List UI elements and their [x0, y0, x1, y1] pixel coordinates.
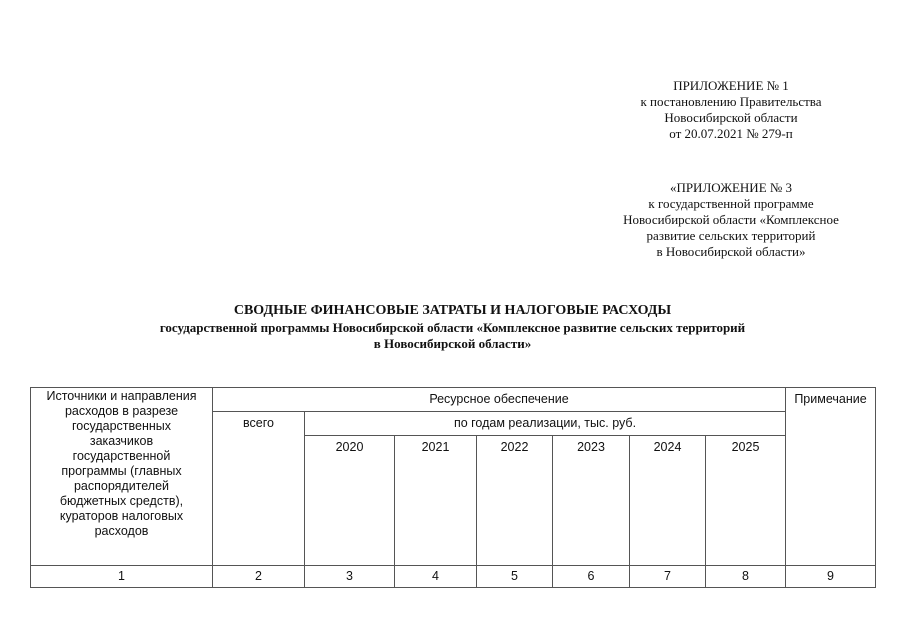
source-header-line: расходов в разрезе	[64, 404, 179, 418]
column-number: 4	[395, 566, 477, 588]
appendix-1-date-number: от 20.07.2021 № 279-п	[669, 126, 793, 141]
note-column-header: Примечание	[786, 388, 876, 566]
year-header-2022: 2022	[477, 436, 553, 566]
source-header-line: Источники и направления	[46, 389, 197, 403]
resource-header: Ресурсное обеспечение	[213, 388, 786, 412]
column-number: 7	[630, 566, 706, 588]
appendix-1-title: ПРИЛОЖЕНИЕ № 1	[673, 78, 789, 93]
document-heading	[0, 302, 905, 352]
appendix-3-line-3: Новосибирской области «Комплексное	[623, 212, 839, 227]
year-header-2020: 2020	[305, 436, 395, 566]
column-number-row	[31, 566, 876, 588]
appendix-1-line-3: Новосибирской области	[664, 110, 798, 125]
document-subtitle-line-2: в Новосибирской области»	[373, 336, 532, 351]
source-column-header	[31, 388, 213, 566]
column-number: 3	[305, 566, 395, 588]
column-number: 1	[31, 566, 213, 588]
source-header-line: расходов	[94, 524, 149, 538]
appendix-1-block	[596, 78, 866, 142]
source-header-line: государственных	[72, 419, 171, 433]
column-number: 9	[786, 566, 876, 588]
source-header-line: распорядителей	[73, 479, 170, 493]
year-header-2021: 2021	[395, 436, 477, 566]
total-column-header: всего	[213, 412, 305, 566]
appendix-3-line-4: развитие сельских территорий	[646, 228, 816, 243]
appendix-3-line-2: к государственной программе	[648, 196, 814, 211]
source-header-line: кураторов налоговых	[59, 509, 184, 523]
source-header-line: заказчиков	[89, 434, 154, 448]
document-title: СВОДНЫЕ ФИНАНСОВЫЕ ЗАТРАТЫ И НАЛОГОВЫЕ РАСХОДЫ	[233, 303, 672, 318]
document-subtitle-line-1: государственной программы Новосибирской области «Комплексное развитие сельских территорий	[159, 320, 746, 335]
column-number: 8	[706, 566, 786, 588]
column-number: 2	[213, 566, 305, 588]
column-number: 5	[477, 566, 553, 588]
appendix-3-block	[586, 180, 876, 260]
financial-costs-table	[30, 387, 876, 588]
years-header: по годам реализации, тыс. руб.	[305, 412, 786, 436]
source-header-line: бюджетных средств),	[59, 494, 184, 508]
source-header-line: государственной	[72, 449, 171, 463]
appendix-3-line-5: в Новосибирской области»	[656, 244, 806, 259]
source-header-line: программы (главных	[61, 464, 182, 478]
appendix-1-line-2: к постановлению Правительства	[640, 94, 822, 109]
column-number: 6	[553, 566, 630, 588]
year-header-2025: 2025	[706, 436, 786, 566]
appendix-3-title: «ПРИЛОЖЕНИЕ № 3	[669, 180, 793, 195]
year-header-2024: 2024	[630, 436, 706, 566]
year-header-2023: 2023	[553, 436, 630, 566]
